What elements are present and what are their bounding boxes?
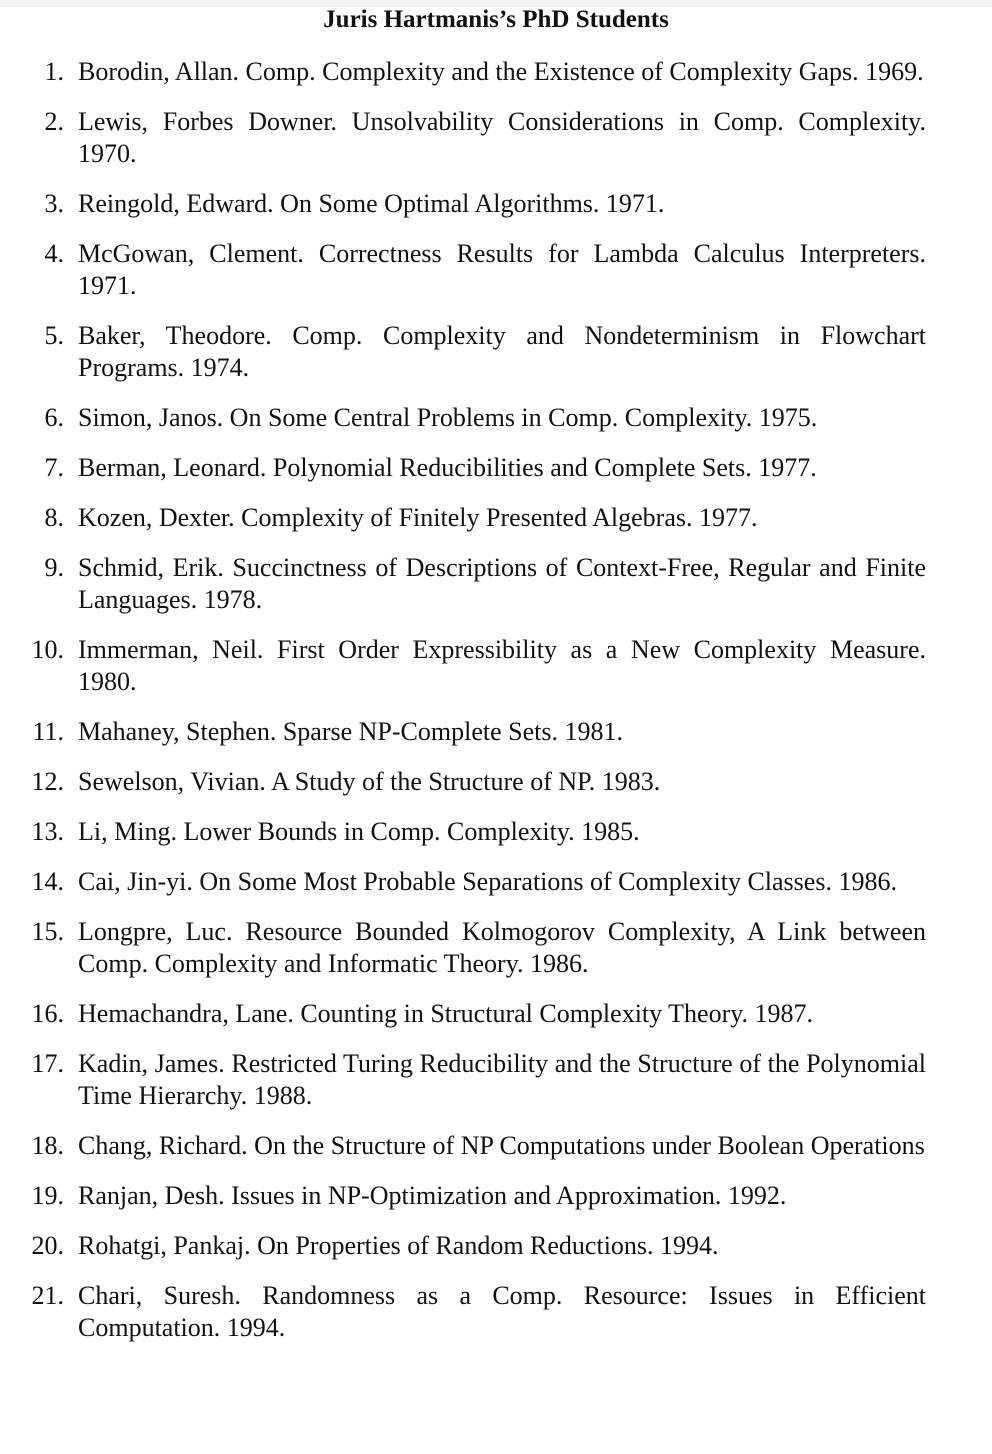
item-number: 8. — [44, 503, 64, 532]
list-item — [44, 502, 926, 534]
list-item — [31, 1130, 926, 1162]
item-number: 18. — [31, 1131, 64, 1160]
item-text: Sewelson, Vivian. A Study of the Structure of NP. 1983. — [78, 767, 661, 796]
item-text: Longpre, Luc. Resource Bounded Kolmogorov Complexity, A Link between Comp. Complexity and Informatic Theory. 1986. — [78, 917, 926, 978]
item-text: Simon, Janos. On Some Central Problems in Comp. Complexity. 1975. — [78, 403, 818, 432]
item-text: Chari, Suresh. Randomness as a Comp. Resource: Issues in Efficient Computation. 1994. — [78, 1281, 926, 1342]
item-text: Kozen, Dexter. Complexity of Finitely Presented Algebras. 1977. — [78, 503, 758, 532]
list-item — [31, 816, 926, 848]
item-text: Borodin, Allan. Comp. Complexity and the Existence of Complexity Gaps. 1969. — [78, 57, 924, 86]
list-item — [31, 1230, 926, 1262]
item-text: Immerman, Neil. First Order Expressibility as a New Complexity Measure. 1980. — [78, 635, 926, 696]
item-number: 9. — [44, 553, 64, 582]
item-number: 13. — [31, 817, 64, 846]
list-item — [44, 56, 926, 88]
item-number: 19. — [31, 1181, 64, 1210]
list-item — [44, 402, 926, 434]
item-text: Rohatgi, Pankaj. On Properties of Random Reductions. 1994. — [78, 1231, 719, 1260]
item-text: Schmid, Erik. Succinctness of Descriptions of Context-Free, Regular and Finite Languages. 1978. — [78, 553, 926, 614]
item-number: 12. — [31, 767, 64, 796]
list-item — [32, 716, 926, 748]
item-text: Mahaney, Stephen. Sparse NP-Complete Sets. 1981. — [78, 717, 623, 746]
item-number: 4. — [44, 239, 64, 268]
list-item — [31, 1180, 926, 1212]
list-item — [31, 866, 926, 898]
item-number: 10. — [31, 635, 64, 664]
item-number: 15. — [31, 917, 64, 946]
list-item — [44, 106, 926, 170]
list-item — [44, 452, 926, 484]
list-item — [31, 916, 926, 980]
item-number: 17. — [31, 1049, 64, 1078]
list-item — [31, 766, 926, 798]
item-number: 1. — [44, 57, 64, 86]
item-number: 20. — [31, 1231, 64, 1260]
item-number: 6. — [44, 403, 64, 432]
item-text: Cai, Jin-yi. On Some Most Probable Separations of Complexity Classes. 1986. — [78, 867, 897, 896]
item-text: Lewis, Forbes Downer. Unsolvability Considerations in Comp. Complexity. 1970. — [78, 107, 926, 168]
item-text: Reingold, Edward. On Some Optimal Algorithms. 1971. — [78, 189, 665, 218]
list-item — [31, 634, 926, 698]
item-number: 16. — [31, 999, 64, 1028]
item-number: 2. — [44, 107, 64, 136]
list-item — [31, 1048, 926, 1112]
item-number: 14. — [31, 867, 64, 896]
item-text: Hemachandra, Lane. Counting in Structural Complexity Theory. 1987. — [78, 999, 814, 1028]
item-text: Berman, Leonard. Polynomial Reducibilities and Complete Sets. 1977. — [78, 453, 817, 482]
page-title: Juris Hartmanis’s PhD Students — [323, 6, 669, 33]
list-item — [31, 1280, 926, 1344]
list-item — [44, 552, 926, 616]
list-item — [44, 188, 926, 220]
item-text: Chang, Richard. On the Structure of NP Computations under Boolean Operations — [78, 1131, 925, 1160]
list-item — [44, 320, 926, 384]
item-number: 5. — [44, 321, 64, 350]
item-number: 21. — [31, 1281, 64, 1310]
item-number: 3. — [44, 189, 64, 218]
item-number: 7. — [44, 453, 64, 482]
list-item — [44, 238, 926, 302]
item-number: 11. — [32, 717, 64, 746]
item-text: Ranjan, Desh. Issues in NP-Optimization and Approximation. 1992. — [78, 1181, 787, 1210]
item-text: Kadin, James. Restricted Turing Reducibility and the Structure of the Polynomial Time Hierarchy. 1988. — [78, 1049, 926, 1110]
item-text: McGowan, Clement. Correctness Results for Lambda Calculus Interpreters. 1971. — [78, 239, 926, 300]
list-item — [31, 998, 926, 1030]
item-text: Baker, Theodore. Comp. Complexity and Nondeterminism in Flowchart Programs. 1974. — [78, 321, 926, 382]
student-list — [0, 56, 992, 1362]
item-text: Li, Ming. Lower Bounds in Comp. Complexity. 1985. — [78, 817, 640, 846]
